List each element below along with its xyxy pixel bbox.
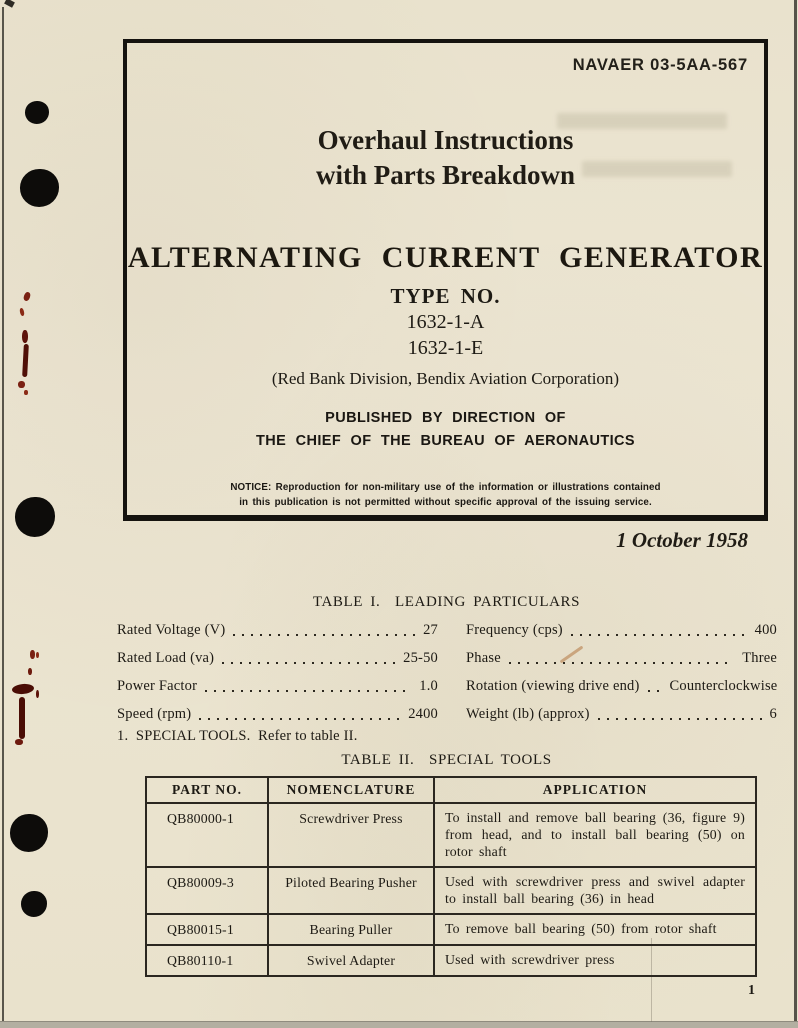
particular-label: Power Factor (117, 678, 198, 694)
publication-date: 1 October 1958 (616, 528, 748, 552)
particular-label: Phase (466, 650, 501, 666)
dot-leader (205, 690, 411, 692)
cell-part-no: QB80015-1 (146, 914, 268, 945)
particular-label: Rotation (viewing drive end) (466, 678, 640, 694)
type-label: TYPE NO. (390, 284, 501, 308)
notice-line2: in this publication is not permitted without specific approval of the issuing service. (239, 497, 652, 508)
cell-part-no: QB80110-1 (146, 945, 268, 976)
particular-value: 400 (754, 622, 777, 638)
cell-nomenclature: Bearing Puller (268, 914, 434, 945)
cell-application: To install and remove ball bearing (36, figure 9) from head, and to install ball bearing (50) on rotor shaft (434, 803, 756, 867)
table-row (146, 914, 756, 945)
particular-row (117, 644, 438, 672)
main-title: ALTERNATING CURRENT GENERATOR (127, 241, 764, 274)
special-tools-table (145, 776, 757, 977)
punch-hole (25, 101, 49, 124)
section-1-special-tools: 1. SPECIAL TOOLS. Refer to table II. (117, 728, 358, 744)
particular-row (117, 672, 438, 700)
notice-line1: NOTICE: Reproduction for non-military use of the information or illustrations contained (230, 482, 661, 493)
particular-row (466, 672, 777, 700)
page-number: 1 (748, 983, 755, 998)
doc-subtitle (127, 123, 764, 193)
dot-leader (509, 662, 734, 664)
particular-value: 27 (423, 622, 438, 638)
table2-title: TABLE II. SPECIAL TOOLS (341, 752, 552, 768)
scan-edge-left (2, 7, 4, 1028)
particular-value: 2400 (408, 706, 438, 722)
cell-nomenclature: Piloted Bearing Pusher (268, 867, 434, 914)
particular-value: 25-50 (403, 650, 438, 666)
scan-edge-top (0, 0, 798, 3)
cell-part-no: QB80009-3 (146, 867, 268, 914)
particular-value: Three (742, 650, 777, 666)
table-row (146, 803, 756, 867)
scan-edge-bottom (0, 1021, 798, 1028)
type-number-1: 1632-1-A (406, 311, 485, 333)
particular-value: 1.0 (419, 678, 438, 694)
punch-hole (21, 891, 47, 917)
title-frame (123, 39, 768, 521)
notice-text (127, 480, 764, 510)
particular-value: Counterclockwise (669, 678, 778, 694)
doc-number: NAVAER 03-5AA-567 (572, 56, 748, 74)
dot-leader (199, 718, 400, 720)
column-header-part-no: PART NO. (146, 777, 268, 803)
table1-title: TABLE I. LEADING PARTICULARS (312, 594, 581, 610)
particular-label: Rated Voltage (V) (117, 622, 226, 638)
dot-leader (571, 634, 747, 636)
cell-nomenclature: Swivel Adapter (268, 945, 434, 976)
dot-leader (648, 690, 662, 692)
punch-hole (10, 814, 48, 852)
dot-leader (233, 634, 415, 636)
published-line1: PUBLISHED BY DIRECTION OF (325, 410, 566, 426)
table1-left-column (117, 616, 438, 728)
particular-row (466, 700, 777, 728)
particular-value: 6 (769, 706, 777, 722)
particular-label: Frequency (cps) (466, 622, 563, 638)
table1-right-column (466, 616, 777, 728)
cell-application: Used with screwdriver press (434, 945, 756, 976)
column-header-nomenclature: NOMENCLATURE (268, 777, 434, 803)
scan-edge-right (794, 0, 797, 1028)
doc-subtitle-line2: with Parts Breakdown (315, 160, 576, 190)
cell-nomenclature: Screwdriver Press (268, 803, 434, 867)
dot-leader (598, 718, 762, 720)
type-number-2: 1632-1-E (407, 337, 484, 359)
particular-label: Speed (rpm) (117, 706, 192, 722)
doc-subtitle-line1: Overhaul Instructions (317, 125, 574, 155)
particular-label: Rated Load (va) (117, 650, 215, 666)
punch-hole (15, 497, 55, 537)
cell-application: To remove ball bearing (50) from rotor shaft (434, 914, 756, 945)
division-line: (Red Bank Division, Bendix Aviation Corporation) (271, 369, 620, 388)
table-row (146, 945, 756, 976)
table-row (146, 867, 756, 914)
scan-corner-mark (4, 0, 15, 8)
particular-row (466, 616, 777, 644)
table-header-row (146, 777, 756, 803)
column-header-application: APPLICATION (434, 777, 756, 803)
cell-application: Used with screwdriver press and swivel adapter to install ball bearing (36) in head (434, 867, 756, 914)
particular-row (117, 616, 438, 644)
particular-row (117, 700, 438, 728)
punch-hole (20, 169, 59, 207)
cell-part-no: QB80000-1 (146, 803, 268, 867)
particular-label: Weight (lb) (approx) (466, 706, 590, 722)
particular-row (466, 644, 777, 672)
dot-leader (222, 662, 395, 664)
published-line2: THE CHIEF OF THE BUREAU OF AERONAUTICS (256, 433, 635, 449)
